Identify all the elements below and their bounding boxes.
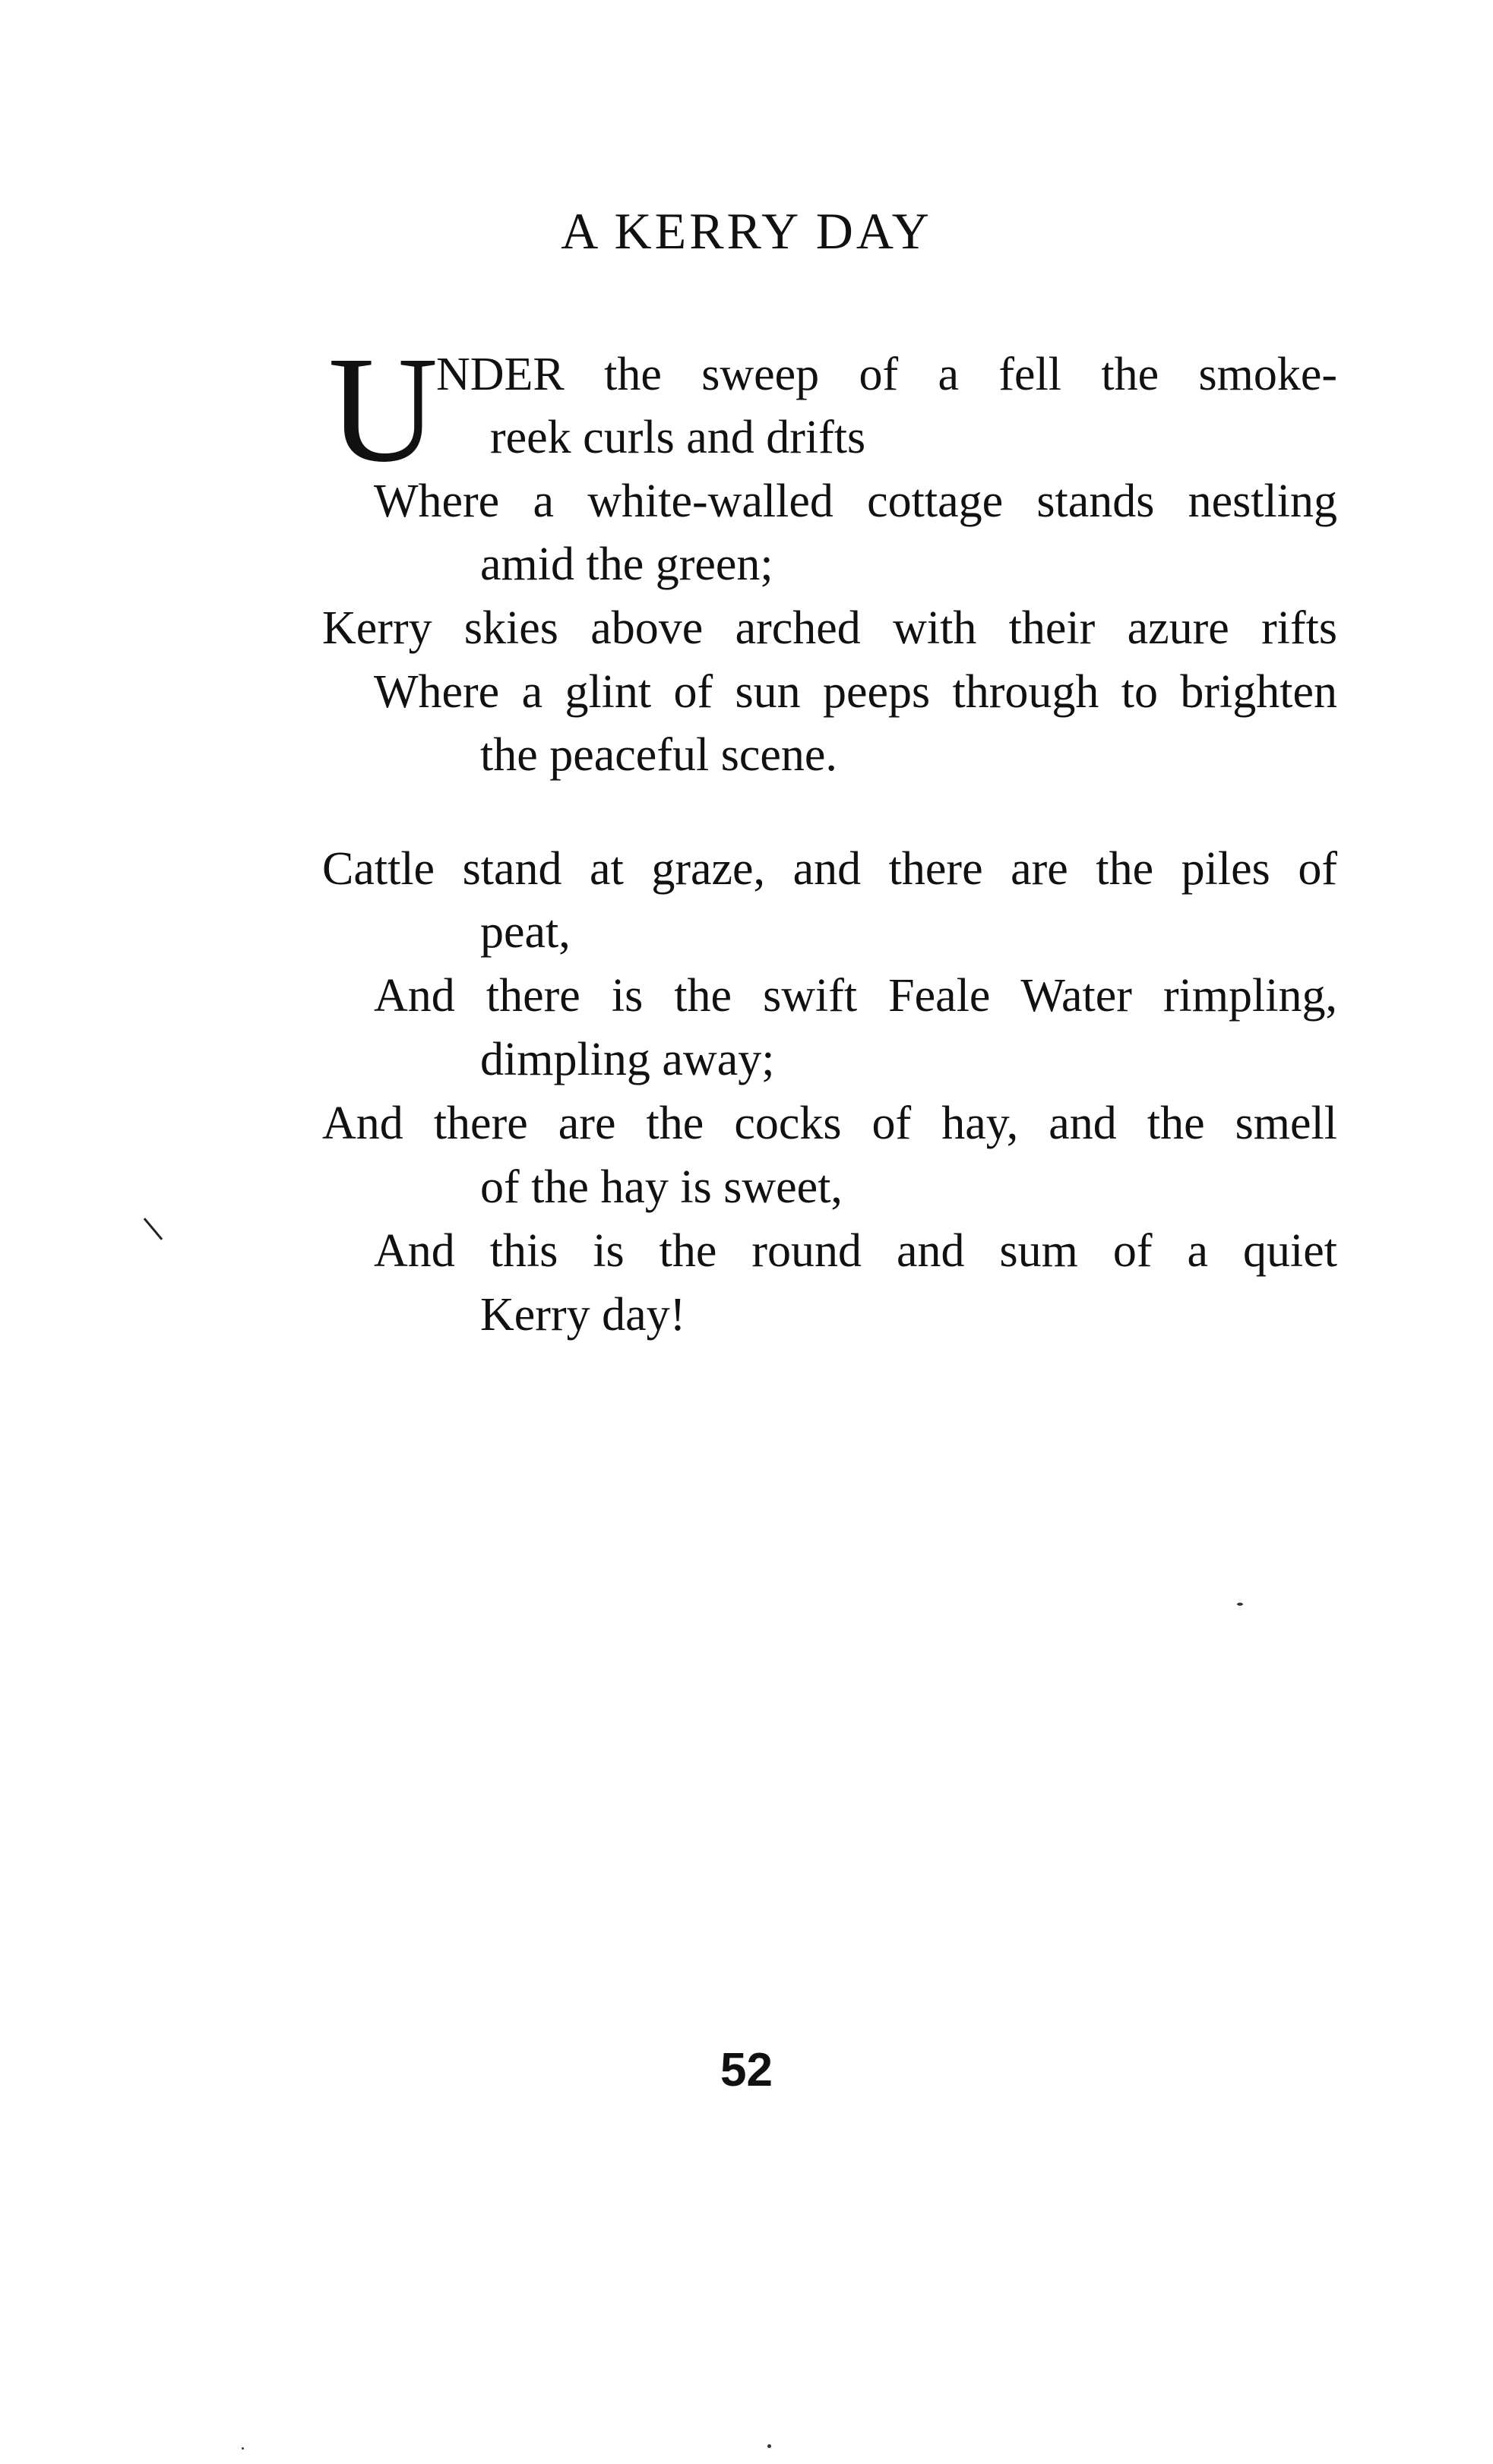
stanza-2-line-2: peat, bbox=[480, 906, 571, 958]
stanza-1-line-6: Where a glint of sun peeps through to brighten bbox=[374, 666, 1337, 718]
stanza-1-line-1: NDER the sweep of a fell the smoke- bbox=[436, 349, 1337, 400]
stanza-1-line-7: the peaceful scene. bbox=[480, 729, 837, 781]
stanza-2-line-4: dimpling away; bbox=[480, 1034, 775, 1085]
scan-mark bbox=[144, 1218, 163, 1240]
stanza-1-line-5: Kerry skies above arched with their azure rifts bbox=[322, 602, 1337, 654]
stanza-1-line-2: reek curls and drifts bbox=[490, 412, 866, 463]
drop-cap: U bbox=[328, 326, 438, 494]
poem-title: A KERRY DAY bbox=[561, 202, 932, 260]
stanza-2-line-3: And there is the swift Feale Water rimpling, bbox=[374, 970, 1337, 1022]
stanza-2-line-7: And this is the round and sum of a quiet bbox=[374, 1225, 1337, 1277]
stanza-1-line-4: amid the green; bbox=[480, 539, 773, 590]
scan-speck bbox=[1237, 1603, 1243, 1606]
stanza-2-line-8: Kerry day! bbox=[480, 1289, 686, 1341]
stanza-2-line-5: And there are the cocks of hay, and the smell bbox=[322, 1098, 1337, 1149]
scan-speck bbox=[767, 2444, 771, 2448]
stanza-2-line-1: Cattle stand at graze, and there are the piles of bbox=[322, 843, 1337, 895]
stanza-1-line-3: Where a white-walled cottage stands nestling bbox=[374, 475, 1337, 527]
page-number: 52 bbox=[720, 2044, 773, 2096]
scan-speck bbox=[242, 2447, 244, 2450]
stanza-2-line-6: of the hay is sweet, bbox=[480, 1161, 843, 1213]
